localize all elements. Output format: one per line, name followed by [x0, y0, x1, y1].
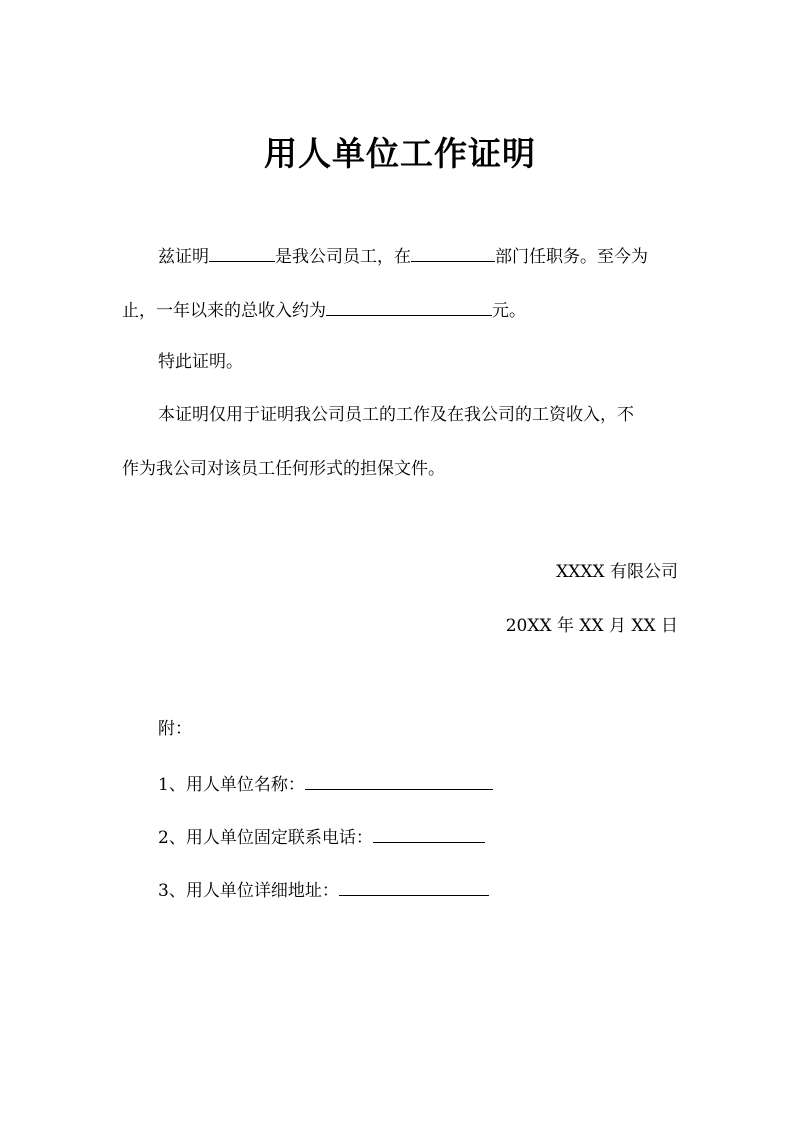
text-is-employee: 是我公司员工，在: [275, 247, 411, 267]
department-blank: [411, 243, 495, 262]
appendix-item-address: [158, 877, 489, 903]
appendix-item-label: 1、用人单位名称：: [158, 775, 305, 795]
document-title: 用人单位工作证明: [264, 134, 536, 173]
appendix-item-company-name: [158, 771, 493, 797]
appendix-heading: 附：: [158, 719, 192, 739]
company-name: XXXX 有限公司: [556, 562, 678, 582]
appendix-item-label: 3、用人单位详细地址：: [158, 881, 339, 901]
income-blank: [326, 297, 492, 316]
phone-blank: [373, 824, 485, 843]
paragraph-3-line-1: 本证明仅用于证明我公司员工的工作及在我公司的工资收入，不: [158, 405, 634, 425]
appendix-item-phone: [158, 824, 485, 850]
text-department-position: 部门任职务。至今为: [495, 247, 648, 267]
company-name-blank: [305, 771, 493, 790]
text-certify: 兹证明: [158, 247, 209, 267]
text-yuan: 元。: [492, 301, 526, 321]
address-blank: [339, 877, 489, 896]
paragraph-3-line-2: 作为我公司对该员工任何形式的担保文件。: [122, 459, 445, 479]
paragraph-2: 特此证明。: [158, 352, 243, 372]
paragraph-1-line-1: [158, 243, 648, 269]
text-total-income: 止，一年以来的总收入约为: [122, 301, 326, 321]
employee-name-blank: [209, 243, 275, 262]
issue-date: 20XX 年 XX 月 XX 日: [505, 616, 678, 636]
appendix-item-label: 2、用人单位固定联系电话：: [158, 828, 373, 848]
paragraph-1-line-2: [122, 297, 526, 323]
